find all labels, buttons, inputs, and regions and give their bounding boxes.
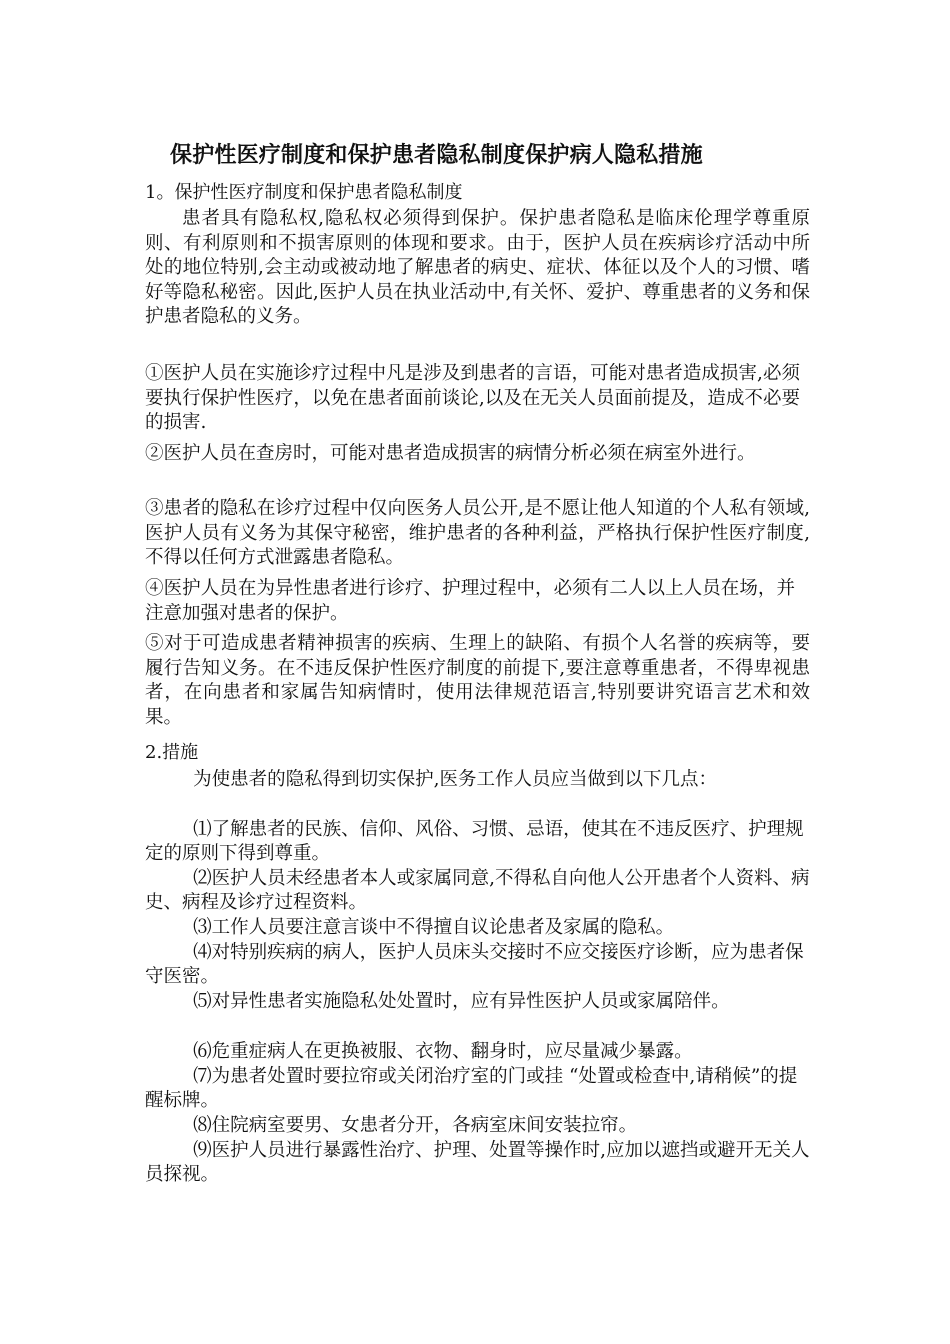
section-1-item-5: ⑤对于可造成患者精神损害的疾病、生理上的缺陷、有损个人名誉的疾病等，要履行告知义务。在不违反保护性医疗制度的前提下,要注意尊重患者，不得卑视患者，在向患者和家属告知病情时，使用法律规范语言,特别要讲究语言艺术和效果。 (145, 633, 810, 728)
measure-item-2: ⑵医护人员未经患者本人或家属同意,不得私自向他人公开患者个人资料、病史、病程及诊疗过程资料。 (145, 868, 810, 913)
measure-item-7: ⑺为患者处置时要拉帘或关闭治疗室的门或挂 “处置或检查中,请稍候”的提醒标牌。 (145, 1066, 798, 1111)
measure-item-9: ⑼医护人员进行暴露性治疗、护理、处置等操作时,应加以遮挡或避开无关人员探视。 (145, 1140, 810, 1185)
measure-item-3: ⑶工作人员要注意言谈中不得擅自议论患者及家属的隐私。 (193, 917, 675, 938)
section-1-heading: 1。保护性医疗制度和保护患者隐私制度 (145, 182, 463, 203)
measure-item-8: ⑻住院病室要男、女患者分开，各病室床间安装拉帘。 (193, 1115, 638, 1136)
section-1-item-4: ④医护人员在为异性患者进行诊疗、护理过程中，必须有二人以上人员在场，并注意加强对患者的保护。 (145, 578, 795, 624)
section-1-item-1: ①医护人员在实施诊疗过程中凡是涉及到患者的言语，可能对患者造成损害,必须要执行保护性医疗，以免在患者面前谈论,以及在无关人员面前提及，造成不必要的损害. (145, 363, 800, 433)
section-1-item-2: ②医护人员在查房时，可能对患者造成损害的病情分析必须在病室外进行。 (145, 443, 756, 464)
section-1-intro: 患者具有隐私权,隐私权必须得到保护。保护患者隐私是临床伦理学尊重原则、有利原则和不损害原则的体现和要求。由于，医护人员在疾病诊疗活动中所处的地位特别,会主动或被动地了解患者的病史、症状、体征以及个人的习惯、嗜好等隐私秘密。因此,医护人员在执业活动中,有关怀、爱护、尊重患者的义务和保护患者隐私的义务。 (145, 208, 810, 327)
section-1-item-3: ③患者的隐私在诊疗过程中仅向医务人员公开,是不愿让他人知道的个人私有领域,医护人员有义务为其保守秘密，维护患者的各种利益，严格执行保护性医疗制度,不得以任何方式泄露患者隐私。 (145, 498, 810, 568)
measure-item-5: ⑸对异性患者实施隐私处处置时，应有异性医护人员或家属陪伴。 (193, 991, 730, 1012)
section-2-heading: 2.措施 (145, 742, 199, 763)
measure-item-6: ⑹危重症病人在更换被服、衣物、翻身时，应尽量减少暴露。 (193, 1041, 693, 1062)
measure-item-4: ⑷对特别疾病的病人，医护人员床头交接时不应交接医疗诊断，应为患者保守医密。 (145, 942, 804, 987)
document-title: 保护性医疗制度和保护患者隐私制度保护病人隐私措施 (170, 142, 703, 168)
section-2-intro: 为使患者的隐私得到切实保护,医务工作人员应当做到以下几点： (193, 769, 717, 790)
measure-item-1: ⑴了解患者的民族、信仰、风俗、习惯、忌语，使其在不违反医疗、护理规定的原则下得到尊重。 (145, 819, 804, 864)
